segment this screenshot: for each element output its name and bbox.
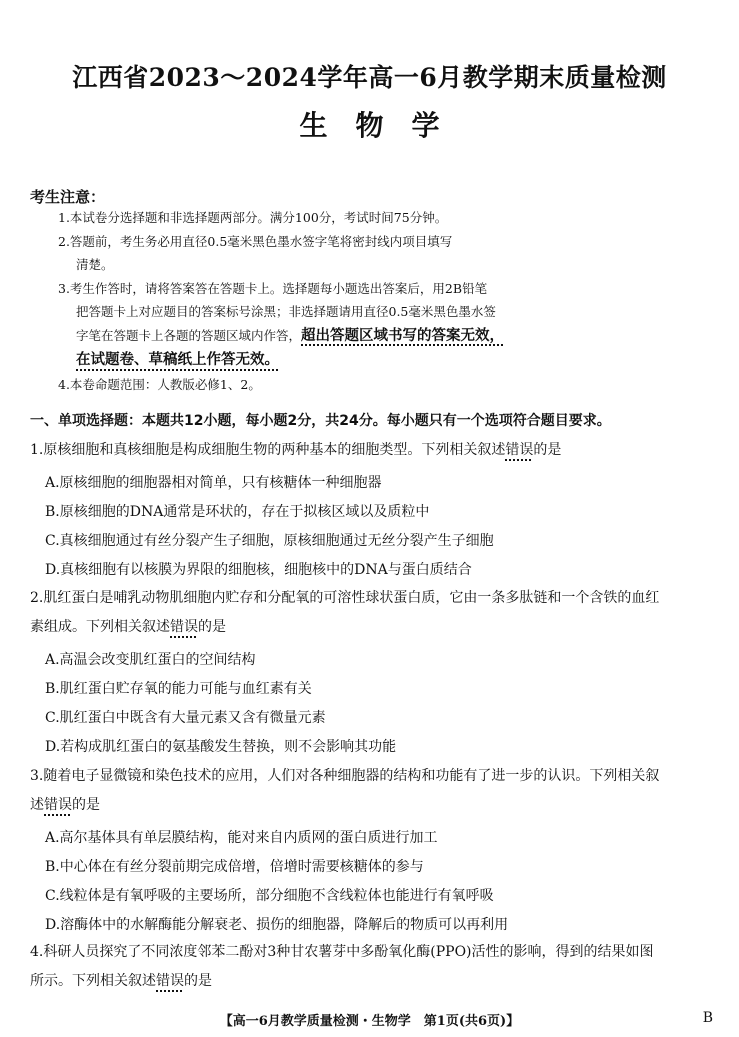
stem-text: 素组成。下列相关叙述 — [30, 619, 170, 635]
paper-version: B — [702, 1010, 713, 1026]
option-d: D.真核细胞有以核膜为界限的细胞核，细胞核中的DNA与蛋白质结合 — [45, 562, 472, 578]
option-a: A.高尔基体具有单层膜结构，能对来自内质网的蛋白质进行加工 — [45, 830, 438, 846]
option-c: C.真核细胞通过有丝分裂产生子细胞，原核细胞通过无丝分裂产生子细胞 — [45, 533, 494, 549]
option-b: B.中心体在有丝分裂前期完成倍增，倍增时需要核糖体的参与 — [45, 859, 424, 875]
option-a: A.原核细胞的细胞器相对简单，只有核糖体一种细胞器 — [45, 475, 382, 491]
stem-emphasis: 错误 — [44, 797, 72, 813]
notice-item-1: 1.本试卷分选择题和非选择题两部分。满分100分，考试时间75分钟。 — [58, 210, 448, 225]
stem-emphasis: 错误 — [156, 973, 184, 989]
question-4 — [30, 938, 720, 996]
notice-item-4: 4.本卷命题范围：人教版必修1、2。 — [58, 376, 261, 392]
question-2 — [30, 584, 720, 762]
question-stem — [30, 436, 720, 465]
notice-heading: 考生注意： — [30, 188, 106, 206]
question-stem: 4.科研人员探究了不同浓度邻苯二酚对3种甘农薯芽中多酚氧化酶(PPO)活性的影响，得到的结果如图 — [30, 944, 654, 960]
question-1 — [30, 436, 720, 585]
question-stem-line2 — [30, 613, 720, 642]
stem-text: 1.原核细胞和真核细胞是构成细胞生物的两种基本的细胞类型。下列相关叙述 — [30, 442, 506, 458]
option-c: C.肌红蛋白中既含有大量元素又含有微量元素 — [45, 710, 326, 726]
notice-item-2-cont: 清楚。 — [76, 257, 114, 272]
option-d: D.若构成肌红蛋白的氨基酸发生替换，则不会影响其功能 — [45, 739, 397, 755]
notice-item-3-text: 字笔在答题卡上各题的答题区域内作答， — [76, 327, 302, 343]
question-stem-line2 — [30, 791, 720, 820]
option-b: B.原核细胞的DNA通常是环状的，存在于拟核区域以及质粒中 — [45, 504, 430, 520]
notice-item-2: 2.答题前，考生务必用直径0.5毫米黑色墨水签字笔将密封线内项目填写 — [58, 233, 453, 249]
question-stem: 2.肌红蛋白是哺乳动物肌细胞内贮存和分配氧的可溶性球状蛋白质，它由一条多肽链和一个含铁的血红 — [30, 590, 660, 606]
option-b: B.肌红蛋白贮存氧的能力可能与血红素有关 — [45, 681, 312, 697]
stem-emphasis: 错误 — [505, 442, 534, 458]
stem-text: 述 — [30, 797, 44, 813]
exam-title: 江西省2023～2024学年高一6月教学期末质量检测 — [72, 63, 667, 92]
option-a: A.高温会改变肌红蛋白的空间结构 — [45, 652, 256, 668]
section-heading: 一、单项选择题：本题共12小题，每小题2分，共24分。每小题只有一个选项符合题目要求。 — [30, 413, 611, 429]
notice-item-3-line4 — [58, 348, 588, 373]
notice-warning-1: 超出答题区域书写的答案无效， — [301, 327, 505, 344]
notice-item-3: 3.考生作答时，请将答案答在答题卡上。选择题每小题选出答案后，用2B铅笔 — [58, 280, 488, 296]
page-footer: 【高一6月教学质量检测・生物学 第1页(共6页)】 — [219, 1014, 520, 1029]
option-d: D.溶酶体中的水解酶能分解衰老、损伤的细胞器，降解后的物质可以再利用 — [45, 917, 509, 933]
question-stem: 3.随着电子显微镜和染色技术的应用，人们对各种细胞器的结构和功能有了进一步的认识。下列相关叙 — [30, 768, 660, 784]
stem-text: 所示。下列相关叙述 — [30, 973, 156, 989]
stem-text-end: 的是 — [184, 973, 212, 989]
question-stem-line2 — [30, 967, 720, 996]
stem-emphasis: 错误 — [170, 619, 198, 635]
stem-text-end: 的是 — [72, 797, 100, 813]
subject-title: 生物学 — [299, 109, 468, 142]
notice-item-3-line2: 把答题卡上对应题目的答案标号涂黑；非选择题请用直径0.5毫米黑色墨水签 — [76, 304, 496, 319]
option-c: C.线粒体是有氧呼吸的主要场所，部分细胞不含线粒体也能进行有氧呼吸 — [45, 888, 494, 904]
stem-text-end: 的是 — [198, 619, 226, 635]
notice-warning-2: 在试题卷、草稿纸上作答无效。 — [76, 352, 279, 368]
stem-text-end: 的是 — [533, 442, 562, 458]
question-3 — [30, 762, 720, 940]
notice-list — [58, 206, 588, 396]
notice-item-3-line3 — [58, 324, 588, 349]
